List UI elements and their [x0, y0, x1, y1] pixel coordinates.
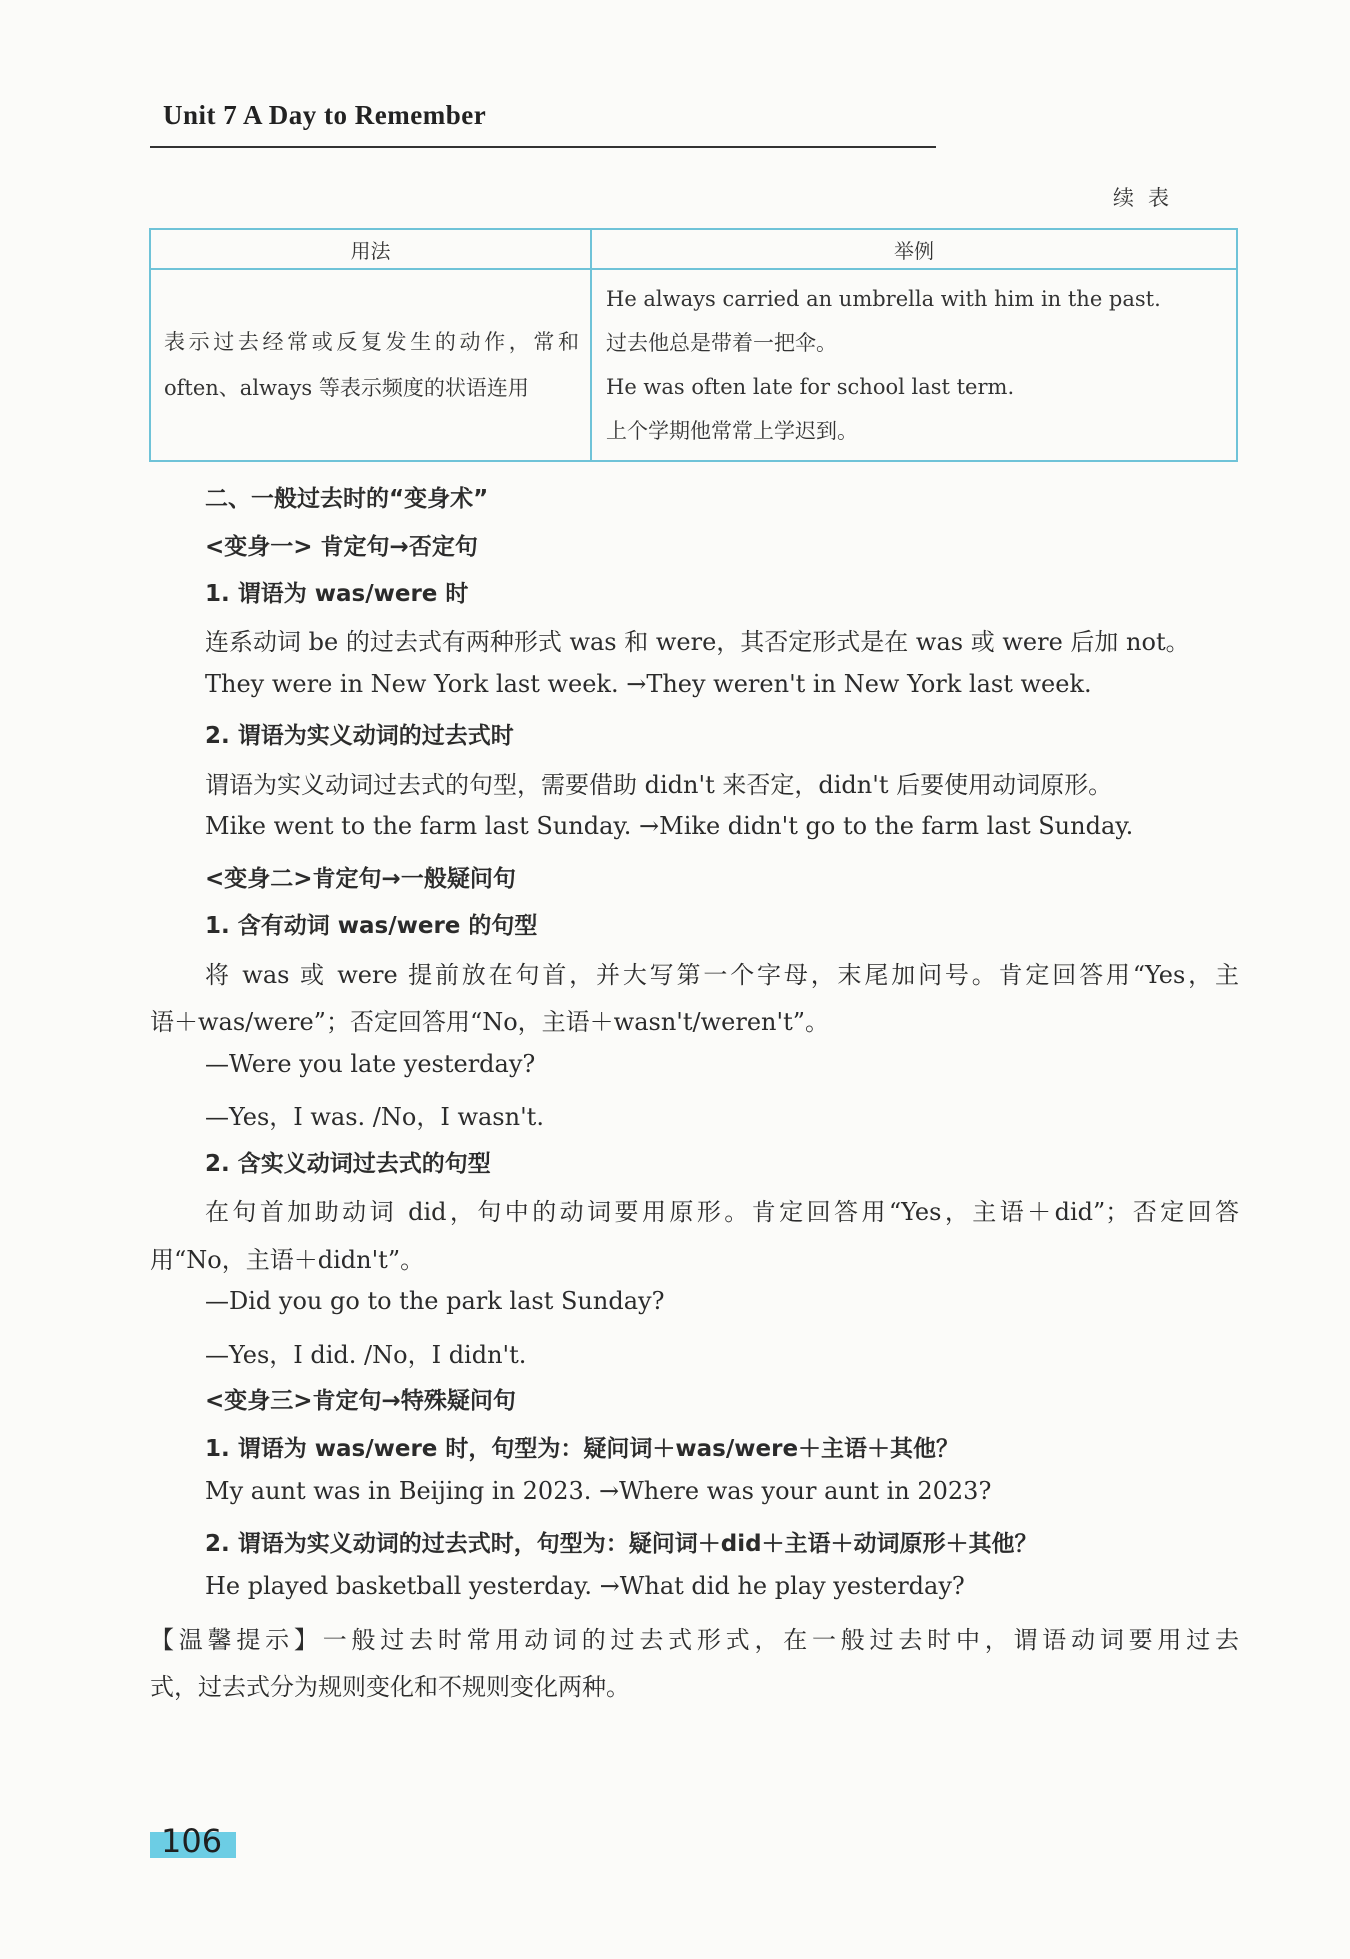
subheading: 1. 含有动词 was/were 的句型 [205, 913, 538, 939]
example-sentence: They were in New York last week. →They weren't in New York last week. [205, 670, 1092, 698]
example-sentence: Mike went to the farm last Sunday. →Mike didn't go to the farm last Sunday. [205, 812, 1134, 840]
usage-table [149, 228, 1238, 462]
tip-text: 式，过去式分为规则变化和不规则变化两种。 [150, 1673, 630, 1701]
subheading: 1. 谓语为 was/were 时，句型为：疑问词＋was/were＋主语＋其他？ [205, 1436, 960, 1462]
subheading: 2. 谓语为实义动词的过去式时 [205, 723, 514, 749]
usage-line: 表示过去经常或反复发生的动作，常和 [164, 330, 579, 354]
subheading: 2. 含实义动词过去式的句型 [205, 1151, 491, 1177]
example-sentence: My aunt was in Beijing in 2023. →Where was your aunt in 2023? [205, 1477, 992, 1505]
example-line: He was often late for school last term. [606, 375, 1015, 399]
subheading: 2. 谓语为实义动词的过去式时，句型为：疑问词＋did＋主语＋动词原形＋其他？ [205, 1531, 1038, 1557]
table-header-row [150, 229, 1237, 269]
example-line: He always carried an umbrella with him in the past. [606, 287, 1161, 311]
unit-title: Unit 7 A Day to Remember [163, 100, 487, 130]
table-continued-label: 续表 [1113, 186, 1183, 210]
table-header-example: 举例 [591, 229, 1237, 269]
body-text: 用“No，主语＋didn't”。 [150, 1246, 425, 1274]
usage-description [152, 319, 589, 411]
body-text: 将 was 或 were 提前放在句首，并大写第一个字母，末尾加问号。肯定回答用“Yes，主 [205, 961, 1239, 989]
section-heading: 二、一般过去时的“变身术” [205, 486, 489, 512]
usage-line: often、always 等表示频度的状语连用 [164, 376, 529, 400]
body-text: 连系动词 be 的过去式有两种形式 was 和 were，其否定形式是在 was 或 were 后加 not。 [205, 628, 1190, 656]
page-number: 106 [161, 1822, 223, 1860]
transformation-heading: <变身一> 肯定句→否定句 [205, 534, 478, 560]
table-header-usage: 用法 [150, 229, 591, 269]
transformation-heading: <变身三>肯定句→特殊疑问句 [205, 1388, 516, 1414]
transformation-heading: <变身二>肯定句→一般疑问句 [205, 866, 516, 892]
usage-cell [150, 269, 591, 461]
example-line: 过去他总是带着一把伞。 [606, 331, 837, 355]
dialogue-line: —Yes，I was. /No，I wasn't. [205, 1103, 544, 1131]
dialogue-line: —Yes，I did. /No，I didn't. [205, 1341, 527, 1369]
body-text: 语＋was/were”；否定回答用“No，主语＋wasn't/weren't”。 [150, 1008, 830, 1036]
body-text: 谓语为实义动词过去式的句型，需要借助 didn't 来否定，didn't 后要使用动词原形。 [205, 771, 1113, 799]
subheading: 1. 谓语为 was/were 时 [205, 581, 469, 607]
example-sentence: He played basketball yesterday. →What did he play yesterday? [205, 1572, 965, 1600]
header-rule [150, 146, 936, 148]
example-line: 上个学期他常常上学迟到。 [606, 419, 858, 443]
example-cell [591, 269, 1237, 461]
body-text: 在句首加助动词 did，句中的动词要用原形。肯定回答用“Yes，主语＋did”；否定回答 [205, 1198, 1239, 1226]
table-row [150, 269, 1237, 461]
dialogue-line: —Did you go to the park last Sunday? [205, 1287, 665, 1315]
dialogue-line: —Were you late yesterday? [205, 1050, 536, 1078]
tip-text: 【温馨提示】一般过去时常用动词的过去式形式，在一般过去时中，谓语动词要用过去 [150, 1626, 1239, 1654]
